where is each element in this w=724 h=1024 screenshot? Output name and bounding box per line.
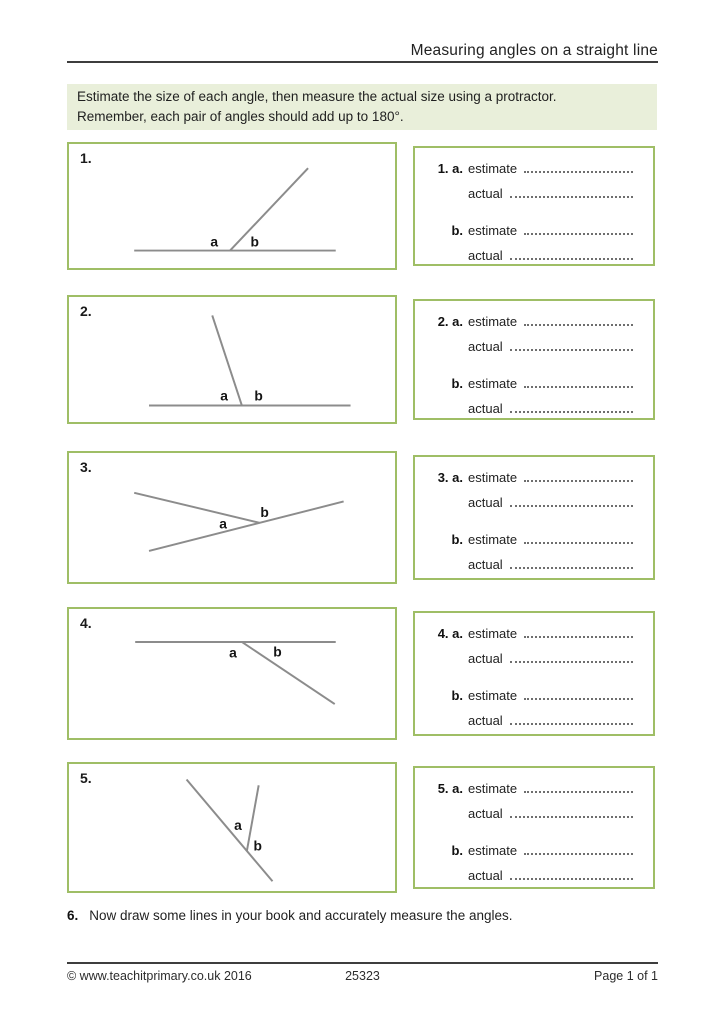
question-6-text: Now draw some lines in your book and accurately measure the angles. <box>89 908 513 923</box>
angle-line <box>134 493 259 523</box>
angle-line <box>242 642 335 704</box>
actual-write-line <box>510 400 633 413</box>
estimate-write-line <box>524 222 633 235</box>
answer-line <box>431 371 633 396</box>
actual-label: actual <box>468 651 503 666</box>
angle-diagram-3 <box>69 453 395 582</box>
actual-write-line <box>510 338 633 351</box>
actual-write-line <box>510 650 633 663</box>
angle-label-b: b <box>273 644 282 660</box>
question-number-5: 5. <box>80 770 92 786</box>
estimate-write-line <box>524 160 633 173</box>
answer-box-1 <box>413 146 655 266</box>
answer-prefix: 1. a. <box>437 161 463 176</box>
angle-diagram-5 <box>69 764 395 891</box>
diagram-box-2 <box>67 295 397 424</box>
instruction-line-1: Estimate the size of each angle, then measure the actual size using a protractor. <box>77 89 557 104</box>
question-number-3: 3. <box>80 459 92 475</box>
angle-label-a: a <box>219 516 227 532</box>
answer-prefix-b: b. <box>451 376 463 391</box>
answer-line <box>431 683 633 708</box>
question-row-5 <box>67 762 658 893</box>
question-row-1 <box>67 142 658 270</box>
question-number-1: 1. <box>80 150 92 166</box>
estimate-write-line <box>524 531 633 544</box>
answer-prefix: 2. a. <box>437 314 463 329</box>
diagram-box-3 <box>67 451 397 584</box>
actual-write-line <box>510 805 633 818</box>
answer-line <box>431 863 633 888</box>
actual-label: actual <box>468 339 503 354</box>
angle-diagram-1 <box>69 144 395 268</box>
answer-line <box>431 838 633 863</box>
question-number-2: 2. <box>80 303 92 319</box>
angle-diagram-2 <box>69 297 395 422</box>
estimate-label: estimate <box>468 161 518 176</box>
actual-write-line <box>510 247 633 260</box>
actual-label: actual <box>468 868 503 883</box>
answer-line <box>431 490 633 515</box>
actual-label: actual <box>468 557 503 572</box>
answer-line <box>431 156 633 181</box>
answer-prefix: 4. a. <box>437 626 463 641</box>
estimate-label: estimate <box>468 626 518 641</box>
footer-resource-id: 25323 <box>345 969 380 983</box>
angle-label-b: b <box>254 388 263 404</box>
estimate-write-line <box>524 313 633 326</box>
answer-group-gap <box>431 515 633 527</box>
answer-box-4 <box>413 611 655 736</box>
diagram-box-1 <box>67 142 397 270</box>
answer-prefix-b: b. <box>451 223 463 238</box>
answer-line <box>431 646 633 671</box>
angle-line <box>149 501 344 550</box>
answer-box-3 <box>413 455 655 580</box>
footer <box>67 969 658 983</box>
estimate-write-line <box>524 687 633 700</box>
angle-label-a: a <box>234 818 242 833</box>
estimate-label: estimate <box>468 843 518 858</box>
estimate-write-line <box>524 375 633 388</box>
answer-line <box>431 621 633 646</box>
answer-line <box>431 309 633 334</box>
actual-label: actual <box>468 713 503 728</box>
footer-copyright: © www.teachitprimary.co.uk 2016 <box>67 969 252 983</box>
actual-label: actual <box>468 186 503 201</box>
question-row-2 <box>67 295 658 424</box>
estimate-write-line <box>524 469 633 482</box>
answer-box-5 <box>413 766 655 889</box>
actual-label: actual <box>468 806 503 821</box>
answer-line <box>431 396 633 421</box>
answer-line <box>431 776 633 801</box>
actual-write-line <box>510 867 633 880</box>
actual-label: actual <box>468 401 503 416</box>
footer-page-number: Page 1 of 1 <box>594 969 658 983</box>
estimate-write-line <box>524 842 633 855</box>
answer-group-gap <box>431 359 633 371</box>
actual-write-line <box>510 556 633 569</box>
answer-line <box>431 708 633 733</box>
answer-line <box>431 465 633 490</box>
answer-prefix: 3. a. <box>437 470 463 485</box>
answer-line <box>431 552 633 577</box>
question-number-4: 4. <box>80 615 92 631</box>
answer-box-2 <box>413 299 655 420</box>
question-number-6: 6. <box>67 908 79 923</box>
question-row-4 <box>67 607 658 740</box>
angle-label-b: b <box>260 505 269 520</box>
answer-group-gap <box>431 206 633 218</box>
answer-prefix-b: b. <box>451 688 463 703</box>
answer-line <box>431 243 633 268</box>
actual-label: actual <box>468 495 503 510</box>
estimate-label: estimate <box>468 688 518 703</box>
estimate-label: estimate <box>468 314 518 329</box>
answer-group-gap <box>431 671 633 683</box>
question-6 <box>67 908 513 923</box>
angle-label-a: a <box>229 645 237 661</box>
answer-prefix-b: b. <box>451 532 463 547</box>
actual-write-line <box>510 185 633 198</box>
angle-label-b: b <box>253 838 262 854</box>
answer-line <box>431 218 633 243</box>
diagram-box-5 <box>67 762 397 893</box>
page-title: Measuring angles on a straight line <box>410 42 658 59</box>
estimate-label: estimate <box>468 470 518 485</box>
angle-line <box>187 780 273 882</box>
answer-prefix-b: b. <box>451 843 463 858</box>
actual-label: actual <box>468 248 503 263</box>
footer-rule <box>67 962 658 964</box>
angle-line <box>230 168 308 250</box>
angle-label-a: a <box>220 388 228 404</box>
answer-line <box>431 334 633 359</box>
estimate-label: estimate <box>468 223 518 238</box>
diagram-box-4 <box>67 607 397 740</box>
angle-label-a: a <box>210 234 219 250</box>
answer-line <box>431 181 633 206</box>
angle-label-b: b <box>250 234 259 250</box>
estimate-label: estimate <box>468 781 518 796</box>
actual-write-line <box>510 712 633 725</box>
estimate-write-line <box>524 780 633 793</box>
estimate-label: estimate <box>468 376 518 391</box>
answer-prefix: 5. a. <box>437 781 463 796</box>
instruction-box <box>67 84 657 130</box>
estimate-write-line <box>524 625 633 638</box>
angle-diagram-4 <box>69 609 395 738</box>
answer-line <box>431 527 633 552</box>
actual-write-line <box>510 494 633 507</box>
answer-line <box>431 801 633 826</box>
instruction-line-2: Remember, each pair of angles should add up to 180°. <box>77 108 404 124</box>
question-row-3 <box>67 451 658 584</box>
answer-group-gap <box>431 826 633 838</box>
estimate-label: estimate <box>468 532 518 547</box>
title-underline <box>67 61 658 63</box>
